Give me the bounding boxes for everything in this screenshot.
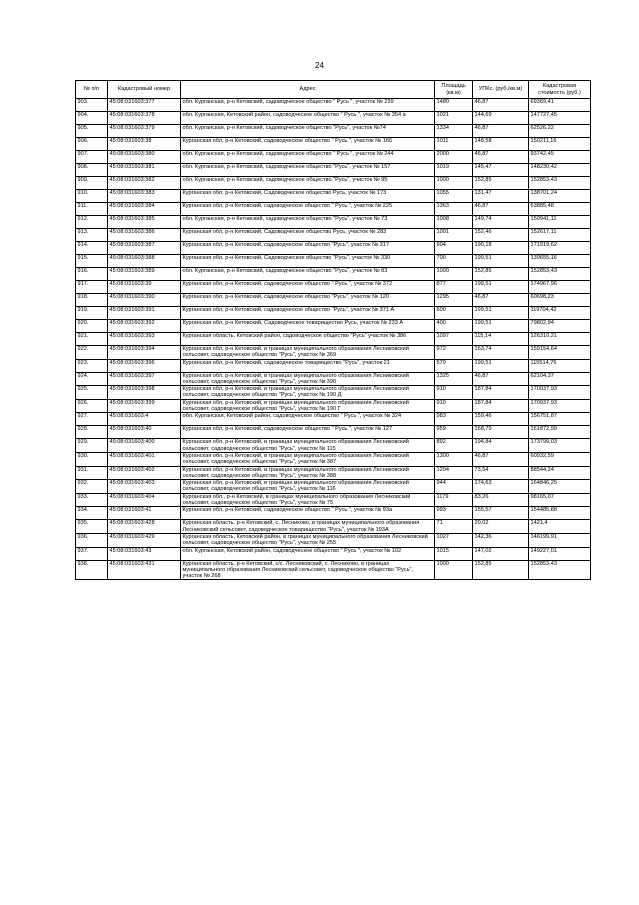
- address-cell: обл. Курганская, р-н Кетовский, садоводческое общество "Русь", участок № 83: [181, 268, 435, 281]
- cadastral-cost-cell: 62526,22: [529, 125, 591, 138]
- cadastral-number-cell: 45:08:031603:388: [108, 255, 181, 268]
- upks-cell: 168,79: [473, 426, 529, 439]
- table-row: [76, 426, 591, 439]
- row-number-cell: 916.: [76, 268, 108, 281]
- area-cell: 1000: [435, 177, 473, 190]
- row-number-cell: 929.: [76, 439, 108, 453]
- cadastral-cost-cell: 138701,24: [529, 190, 591, 203]
- cadastral-cost-cell: 98165,07: [529, 493, 591, 507]
- cadastral-cost-cell: 148230,42: [529, 164, 591, 177]
- row-number-cell: 934.: [76, 507, 108, 520]
- row-number-cell: 924.: [76, 372, 108, 386]
- row-number-cell: 930.: [76, 452, 108, 466]
- area-cell: 910: [435, 399, 473, 413]
- area-cell: 1055: [435, 190, 473, 203]
- row-number-cell: 920.: [76, 320, 108, 333]
- table-row: [76, 399, 591, 413]
- table-header-row: [76, 81, 591, 99]
- address-cell: Курганская обл, р-н Кетовский, в границах муниципального образования Лесниковский сельсовет, садоводческое общество "Русь", участок № 369: [181, 346, 435, 360]
- table-row: [76, 480, 591, 494]
- row-number-cell: 918.: [76, 294, 108, 307]
- area-cell: 1363: [435, 203, 473, 216]
- area-cell: 877: [435, 281, 473, 294]
- table-row: [76, 346, 591, 360]
- cadastral-number-cell: 45:08:031603:403: [108, 480, 181, 494]
- row-number-cell: 912.: [76, 216, 108, 229]
- table-row: [76, 125, 591, 138]
- cadastral-cost-cell: 159154,64: [529, 346, 591, 360]
- cadastral-cost-cell: 93742,45: [529, 151, 591, 164]
- row-number-cell: 933.: [76, 493, 108, 507]
- cadastral-cost-cell: 88544,24: [529, 466, 591, 480]
- address-cell: Курганская обл, р-н Кетовский, в границах муниципального образования Лесниковский сельсовет, садоводческое общество "Русь", участок № 116: [181, 480, 435, 494]
- table-row: [76, 138, 591, 151]
- address-cell: Курганская обл, р-н Кетовский, садоводческое общество "Русь", участок № 317: [181, 242, 435, 255]
- address-cell: Курганская обл, р-н Кетовский, Садоводческое общество Русь, участок № 283: [181, 229, 435, 242]
- upks-cell: 46,87: [473, 99, 529, 112]
- area-cell: 1015: [435, 547, 473, 560]
- upks-cell: 155,57: [473, 507, 529, 520]
- upks-cell: 46,87: [473, 125, 529, 138]
- page-number: 24: [315, 61, 324, 70]
- upks-cell: 190,18: [473, 242, 529, 255]
- cadastral-cost-cell: 154485,88: [529, 507, 591, 520]
- row-number-cell: 909.: [76, 177, 108, 190]
- address-cell: Курганская обл, р-н Кетовский, садоводческое общество " Русь ", участок № 372: [181, 281, 435, 294]
- address-cell: обл. Курганская, р-н Кетовский, садоводческое общество " Русь ", участок № 239: [181, 99, 435, 112]
- address-cell: Курганская обл, р-н Кетовский, в границах муниципального образования Лесниковский сельсовет, садоводческое общество "Русь", участок № 115: [181, 439, 435, 453]
- cadastral-number-cell: 45:08:031603:393: [108, 333, 181, 346]
- cadastral-cost-cell: 1421,4: [529, 520, 591, 534]
- row-number-cell: 911.: [76, 203, 108, 216]
- cadastral-number-cell: 45:08:031603:396: [108, 359, 181, 372]
- row-number-cell: 927.: [76, 413, 108, 426]
- cadastral-number-cell: 45:08:031603:399: [108, 399, 181, 413]
- area-cell: 1019: [435, 164, 473, 177]
- cadastral-table: [75, 80, 591, 580]
- cadastral-number-cell: 45:08:031603:384: [108, 203, 181, 216]
- table-row: [76, 466, 591, 480]
- cadastral-number-cell: 45:08:031603:4: [108, 413, 181, 426]
- area-cell: 1000: [435, 560, 473, 580]
- cadastral-cost-cell: 171919,62: [529, 242, 591, 255]
- cadastral-cost-cell: 126310,21: [529, 333, 591, 346]
- row-number-cell: 926.: [76, 399, 108, 413]
- cadastral-cost-cell: 60698,23: [529, 294, 591, 307]
- cadastral-cost-cell: 174967,96: [529, 281, 591, 294]
- address-cell: обл. Курганская, Кетовский район, садоводческое общество " Русь ", участок № 102: [181, 547, 435, 560]
- row-number-cell: 928.: [76, 426, 108, 439]
- row-number-cell: 906.: [76, 138, 108, 151]
- upks-cell: 46,87: [473, 151, 529, 164]
- area-cell: 1001: [435, 229, 473, 242]
- upks-cell: 187,84: [473, 386, 529, 400]
- area-cell: 959: [435, 426, 473, 439]
- cadastral-number-cell: 45:08:031603:386: [108, 229, 181, 242]
- address-cell: Курганская обл, р-н Кетовский, садоводческое товарищество "Русь", участок 21: [181, 359, 435, 372]
- row-number-cell: 923.: [76, 359, 108, 372]
- upks-cell: 145,47: [473, 164, 529, 177]
- area-cell: 579: [435, 359, 473, 372]
- address-cell: Курганская обл, р-н Кетовский, садоводческое общество " Русь ", участок № 93а: [181, 507, 435, 520]
- area-cell: 71: [435, 520, 473, 534]
- cadastral-number-cell: 45:08:031603:402: [108, 466, 181, 480]
- area-cell: 1097: [435, 333, 473, 346]
- table-row: [76, 320, 591, 333]
- upks-cell: 142,36: [473, 533, 529, 547]
- upks-cell: 152,46: [473, 229, 529, 242]
- cadastral-cost-cell: 149227,01: [529, 547, 591, 560]
- address-cell: Курганская обл, р-н Кетовский, садоводческое общество "Русь", участок № 371 А: [181, 307, 435, 320]
- cadastral-number-cell: 45:08:031603:401: [108, 452, 181, 466]
- cadastral-cost-cell: 152853,43: [529, 177, 591, 190]
- upks-cell: 46,87: [473, 294, 529, 307]
- area-cell: 993: [435, 507, 473, 520]
- cadastral-number-cell: 45:08:031603:382: [108, 177, 181, 190]
- address-cell: обл. Курганская, р-н Кетовский, садоводческое общество "Русь", участок № 157: [181, 164, 435, 177]
- cadastral-number-cell: 45:08:031603:39: [108, 281, 181, 294]
- cadastral-cost-cell: 150211,16: [529, 138, 591, 151]
- table-row: [76, 439, 591, 453]
- cadastral-cost-cell: 164846,25: [529, 480, 591, 494]
- address-cell: обл. Курганская, Кетовский район, садоводческое общество " Русь ", участок № 354 а: [181, 112, 435, 125]
- area-cell: 1300: [435, 452, 473, 466]
- upks-cell: 131,47: [473, 190, 529, 203]
- address-cell: обл. Курганская, Кетовский район, садоводческое общество " Русь ", участок № 324: [181, 413, 435, 426]
- address-cell: Курганская обл, р-н Кетовский, садоводческое общество " Русь ", участок № 225: [181, 203, 435, 216]
- area-cell: 2000: [435, 151, 473, 164]
- cadastral-cost-cell: 161872,99: [529, 426, 591, 439]
- cadastral-number-cell: 45:08:031603:385: [108, 216, 181, 229]
- address-cell: Курганская область, р-н Кетовский, с/с. Лесниковский, с. Лесниково, в границах муниципального образования Лесниковский сельсовет, садоводческое общество "Русь", участок № 268: [181, 560, 435, 580]
- cadastral-cost-cell: 62104,37: [529, 372, 591, 386]
- upks-cell: 20,02: [473, 520, 529, 534]
- area-cell: 1325: [435, 372, 473, 386]
- cadastral-number-cell: 45:08:031603:383: [108, 190, 181, 203]
- address-cell: Курганская обл, р-н Кетовский, Садоводческое товарищество Русь, участок № 233 А: [181, 320, 435, 333]
- cadastral-cost-cell: 119704,42: [529, 307, 591, 320]
- address-cell: Курганская обл, р-н Кетовский, садоводческое общество " Русь ", участок № 166: [181, 138, 435, 151]
- cadastral-cost-cell: 139655,16: [529, 255, 591, 268]
- area-cell: 983: [435, 413, 473, 426]
- upks-cell: 199,51: [473, 307, 529, 320]
- table-row: [76, 112, 591, 125]
- cadastral-number-cell: 45:08:031603:404: [108, 493, 181, 507]
- cadastral-number-cell: 45:08:031603:41: [108, 507, 181, 520]
- table-row: [76, 452, 591, 466]
- upks-cell: 147,02: [473, 547, 529, 560]
- table-row: [76, 507, 591, 520]
- table-row: [76, 177, 591, 190]
- row-number-cell: 905.: [76, 125, 108, 138]
- table-row: [76, 493, 591, 507]
- area-cell: 1334: [435, 125, 473, 138]
- table-row: [76, 333, 591, 346]
- table-row: [76, 359, 591, 372]
- table-row: [76, 547, 591, 560]
- cadastral-number-cell: 45:08:031603:40: [108, 426, 181, 439]
- address-cell: обл. Курганская, р-н Кетовский, садоводческое общество "Русь", участок №74: [181, 125, 435, 138]
- row-number-cell: 910.: [76, 190, 108, 203]
- upks-cell: 199,51: [473, 281, 529, 294]
- cadastral-cost-cell: 156751,87: [529, 413, 591, 426]
- table-row: [76, 386, 591, 400]
- area-cell: 1000: [435, 268, 473, 281]
- cadastral-cost-cell: 115514,76: [529, 359, 591, 372]
- header-address: Адрес: [181, 81, 435, 99]
- area-cell: 1179: [435, 493, 473, 507]
- row-number-cell: 931.: [76, 466, 108, 480]
- upks-cell: 73,54: [473, 466, 529, 480]
- cadastral-number-cell: 45:08:031603:400: [108, 439, 181, 453]
- row-number-cell: 904.: [76, 112, 108, 125]
- address-cell: Курганская обл., р-н Кетовский, в границах муниципального образования Лесниковский сельсовет, садоводческое общество "Русь", участок № 75: [181, 493, 435, 507]
- area-cell: 400: [435, 320, 473, 333]
- header-cadastral-number: Кадастровый номер: [108, 81, 181, 99]
- cadastral-cost-cell: 69369,41: [529, 99, 591, 112]
- address-cell: обл. Курганская, р-н Кетовский, садоводческое общество "Русь", участок № 95: [181, 177, 435, 190]
- header-area: Площадь (кв.м): [435, 81, 473, 99]
- area-cell: 1204: [435, 466, 473, 480]
- row-number-cell: 908.: [76, 164, 108, 177]
- cadastral-cost-cell: 150941,11: [529, 216, 591, 229]
- table-row: [76, 242, 591, 255]
- area-cell: 600: [435, 307, 473, 320]
- table-row: [76, 533, 591, 547]
- cadastral-cost-cell: 146199,91: [529, 533, 591, 547]
- upks-cell: 46,87: [473, 372, 529, 386]
- table-row: [76, 164, 591, 177]
- upks-cell: 187,84: [473, 399, 529, 413]
- address-cell: Курганская область, Кетовский район, в границах муниципального образования Лесниковский сельсовет, садоводческое общество "Русь", участок № 255: [181, 533, 435, 547]
- row-number-cell: 915.: [76, 255, 108, 268]
- table-row: [76, 413, 591, 426]
- cadastral-number-cell: 45:08:031603:428: [108, 520, 181, 534]
- address-cell: Курганская обл, р-н Кетовский, в границах муниципального образования Лесниковский сельсовет, садоводческое общество "Русь", участок № 190 Д: [181, 386, 435, 400]
- cadastral-number-cell: 45:08:031603:378: [108, 112, 181, 125]
- row-number-cell: 938.: [76, 560, 108, 580]
- cadastral-number-cell: 45:08:031603:392: [108, 320, 181, 333]
- area-cell: 944: [435, 480, 473, 494]
- area-cell: 1480: [435, 99, 473, 112]
- table-row: [76, 372, 591, 386]
- cadastral-number-cell: 45:08:031603:379: [108, 125, 181, 138]
- cadastral-number-cell: 45:08:031603:397: [108, 372, 181, 386]
- address-cell: Курганская обл, р-н Кетовский, садоводческое общество " Русь ", участок № 127: [181, 426, 435, 439]
- address-cell: Курганская область, Кетовский район, садоводческое общество "Русь" участок № 386: [181, 333, 435, 346]
- cadastral-cost-cell: 170937,93: [529, 399, 591, 413]
- table-row: [76, 281, 591, 294]
- table-row: [76, 229, 591, 242]
- cadastral-number-cell: 45:08:031603:431: [108, 560, 181, 580]
- cadastral-number-cell: 45:08:031603:429: [108, 533, 181, 547]
- cadastral-cost-cell: 147727,45: [529, 112, 591, 125]
- upks-cell: 46,87: [473, 452, 529, 466]
- address-cell: обл. Курганская, р-н Кетовский, садоводческое общество " Русь ", участок № 244: [181, 151, 435, 164]
- row-number-cell: 907.: [76, 151, 108, 164]
- area-cell: 1021: [435, 112, 473, 125]
- upks-cell: 152,85: [473, 177, 529, 190]
- table-row: [76, 99, 591, 112]
- upks-cell: 149,74: [473, 216, 529, 229]
- upks-cell: 174,63: [473, 480, 529, 494]
- cadastral-cost-cell: 152853,43: [529, 268, 591, 281]
- address-cell: Курганская обл, р-н Кетовский, в границах муниципального образования Лесниковский сельсовет, садоводческое общество "Русь", участок № 388: [181, 466, 435, 480]
- upks-cell: 152,85: [473, 560, 529, 580]
- upks-cell: 148,58: [473, 138, 529, 151]
- cadastral-number-cell: 45:08:031603:43: [108, 547, 181, 560]
- header-cadastral-cost: Кадастровая стоимость (руб.): [529, 81, 591, 99]
- cadastral-number-cell: 45:08:031603:389: [108, 268, 181, 281]
- cadastral-cost-cell: 63885,48: [529, 203, 591, 216]
- cadastral-cost-cell: 152853,43: [529, 560, 591, 580]
- area-cell: 904: [435, 242, 473, 255]
- address-cell: Курганская обл, р-н Кетовский, в границах муниципального образования Лесниковский сельсовет, садоводческое общество "Русь", участок № 387: [181, 452, 435, 466]
- area-cell: 1008: [435, 216, 473, 229]
- row-number-cell: 903.: [76, 99, 108, 112]
- row-number-cell: 919.: [76, 307, 108, 320]
- cadastral-number-cell: 45:08:031603:380: [108, 151, 181, 164]
- header-upks: УПКс. (руб./кв.м): [473, 81, 529, 99]
- cadastral-cost-cell: 79802,94: [529, 320, 591, 333]
- cadastral-cost-cell: 152617,11: [529, 229, 591, 242]
- table-row: [76, 520, 591, 534]
- address-cell: Курганская область, р-н Кетовский, с. Лесниково, в границах муниципального образования Лесниковский сельсовет, садоводческое товарищество "Русь", участок № 193А: [181, 520, 435, 534]
- address-cell: Курганская обл, р-н Кетовский, в границах муниципального образования Лесниковский сельсовет, садоводческое общество "Русь", участок № 190 Г: [181, 399, 435, 413]
- row-number-cell: 913.: [76, 229, 108, 242]
- row-number-cell: 936.: [76, 533, 108, 547]
- row-number-cell: 921.: [76, 333, 108, 346]
- table-row: [76, 255, 591, 268]
- table-row: [76, 560, 591, 580]
- area-cell: 972: [435, 346, 473, 360]
- address-cell: Курганская обл, р-н Кетовский, садоводческое общество "Русь", участок № 120: [181, 294, 435, 307]
- upks-cell: 194,84: [473, 439, 529, 453]
- table-row: [76, 307, 591, 320]
- cadastral-number-cell: 45:08:031603:398: [108, 386, 181, 400]
- upks-cell: 199,51: [473, 359, 529, 372]
- row-number-cell: 914.: [76, 242, 108, 255]
- table-row: [76, 151, 591, 164]
- cadastral-cost-cell: 170937,93: [529, 386, 591, 400]
- table-row: [76, 203, 591, 216]
- upks-cell: 152,85: [473, 268, 529, 281]
- upks-cell: 199,51: [473, 255, 529, 268]
- table-row: [76, 190, 591, 203]
- cadastral-number-cell: 45:08:031603:387: [108, 242, 181, 255]
- address-cell: Курганская обл, р-н Кетовский, в границах муниципального образования Лесниковский сельсовет, садоводческое общество "Русь", участок № 390: [181, 372, 435, 386]
- row-number-cell: 937.: [76, 547, 108, 560]
- upks-cell: 115,14: [473, 333, 529, 346]
- cadastral-cost-cell: 173799,03: [529, 439, 591, 453]
- table-row: [76, 216, 591, 229]
- upks-cell: 46,87: [473, 203, 529, 216]
- row-number-cell: 917.: [76, 281, 108, 294]
- cadastral-number-cell: 45:08:031603:390: [108, 294, 181, 307]
- row-number-cell: 932.: [76, 480, 108, 494]
- upks-cell: 83,26: [473, 493, 529, 507]
- area-cell: 1295: [435, 294, 473, 307]
- area-cell: 1011: [435, 138, 473, 151]
- upks-cell: 163,74: [473, 346, 529, 360]
- upks-cell: 159,46: [473, 413, 529, 426]
- row-number-cell: 922.: [76, 346, 108, 360]
- cadastral-number-cell: 45:08:031603:394: [108, 346, 181, 360]
- address-cell: обл. Курганская, р-н Кетовский, садоводческое общество "Русь", участок № 73: [181, 216, 435, 229]
- cadastral-number-cell: 45:08:031603:377: [108, 99, 181, 112]
- table-row: [76, 268, 591, 281]
- cadastral-number-cell: 45:08:031603:391: [108, 307, 181, 320]
- table-row: [76, 294, 591, 307]
- area-cell: 700: [435, 255, 473, 268]
- upks-cell: 199,51: [473, 320, 529, 333]
- address-cell: Курганская обл, р-н Кетовский, Садоводческое общество Русь, участок № 173: [181, 190, 435, 203]
- header-number: № п/п: [76, 81, 108, 99]
- upks-cell: 144,69: [473, 112, 529, 125]
- row-number-cell: 925.: [76, 386, 108, 400]
- row-number-cell: 935.: [76, 520, 108, 534]
- address-cell: Курганская обл, р-н Кетовский, Садоводческое общество "Русь", участок № 330: [181, 255, 435, 268]
- cadastral-cost-cell: 60932,59: [529, 452, 591, 466]
- cadastral-number-cell: 45:08:031603:381: [108, 164, 181, 177]
- area-cell: 892: [435, 439, 473, 453]
- area-cell: 910: [435, 386, 473, 400]
- area-cell: 1027: [435, 533, 473, 547]
- cadastral-number-cell: 45:08:031603:38: [108, 138, 181, 151]
